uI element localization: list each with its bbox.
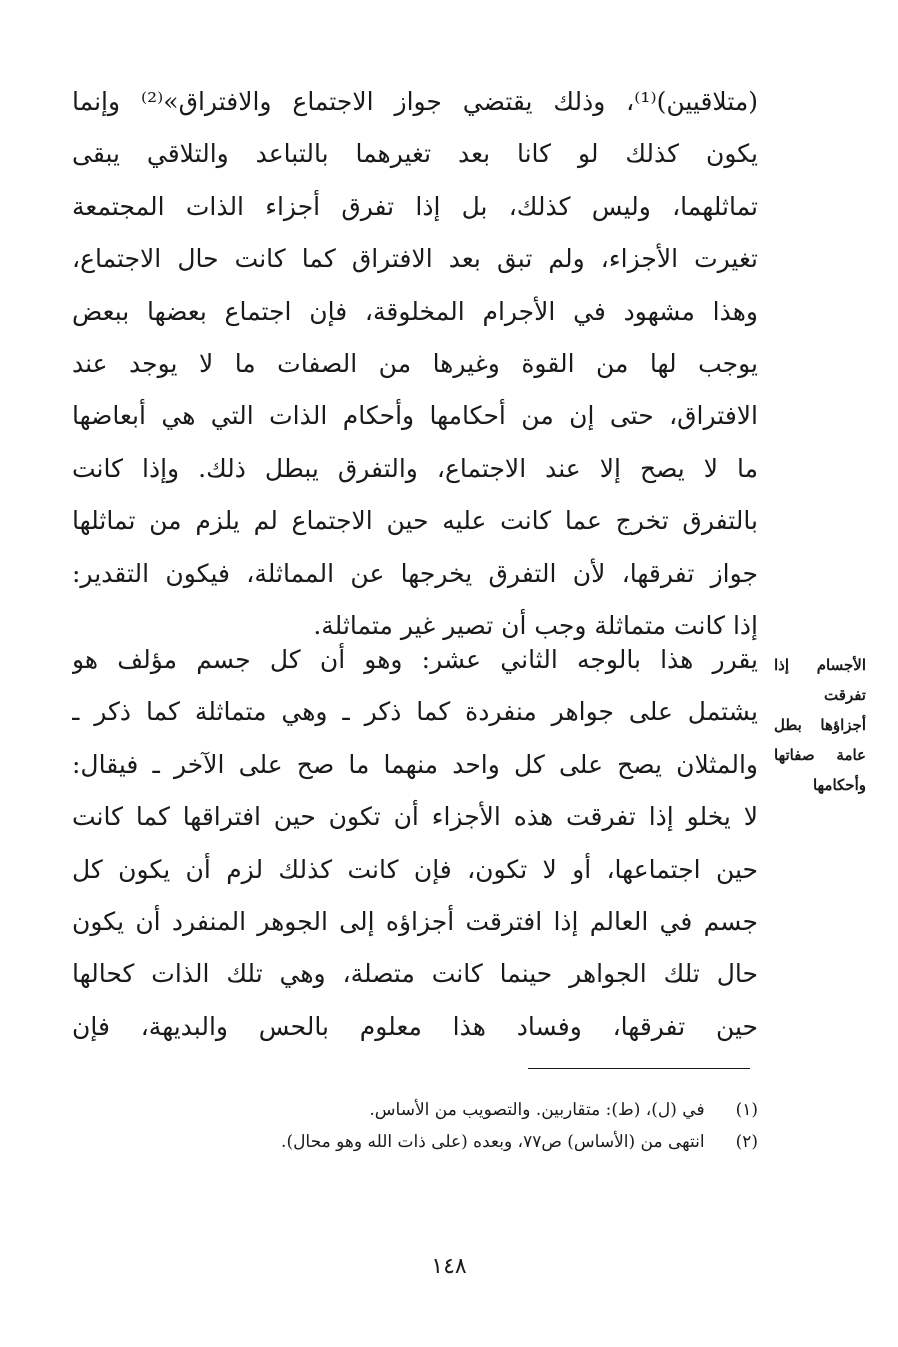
text-line: يوجب لها من القوة وغيرها من الصفات ما لا يوجد عند — [72, 348, 758, 378]
text-line: حال تلك الجواهر حينما كانت متصلة، وهي تلك الذات كحالها — [72, 959, 758, 989]
text-line: يقرر هذا بالوجه الثاني عشر: وهو أن كل جسم مؤلف هو — [72, 645, 758, 674]
main-paragraph-1 — [72, 76, 758, 652]
text-line: تماثلهما، وليس كذلك، بل إذا تفرق أجزاء الذات المجتمعة — [72, 191, 758, 221]
page-number: ١٤٨ — [431, 1254, 467, 1279]
margin-note-line: عامة صفاتها — [774, 746, 866, 764]
footnote-separator — [528, 1068, 750, 1069]
margin-note-line: تفرقت — [824, 686, 866, 704]
footnote-2 — [160, 1126, 758, 1158]
footnote-number: (٢) — [735, 1132, 758, 1152]
text-line: تغيرت الأجزاء، ولم تبق بعد الافتراق كما كانت حال الاجتماع، — [72, 244, 758, 274]
text-line: حين اجتماعها، أو لا تكون، فإن كانت كذلك لزم أن يكون كل — [72, 854, 758, 884]
text-line: بالتفرق تخرج عما كانت عليه حين الاجتماع لم يلزم من تماثلها — [72, 506, 758, 536]
text-line: لا يخلو إذا تفرقت هذه الأجزاء أن تكون حين افتراقها كما كانت — [72, 802, 758, 832]
footnote-text: انتهى من (الأساس) ص٧٧، وبعده (على ذات الله وهو محال). — [281, 1132, 705, 1152]
text-line: حين تفرقها، وفساد هذا معلوم بالحس والبديهة، فإن — [72, 1011, 758, 1041]
footnote-text: في (ل)، (ط): متقاربين. والتصويب من الأساس. — [369, 1100, 705, 1120]
footnote-1 — [160, 1094, 758, 1126]
margin-note-line: أجزاؤها بطل — [774, 716, 866, 734]
text-line: يشتمل على جواهر منفردة كما ذكر ـ وهي متماثلة كما ذكر ـ — [72, 697, 758, 727]
text-line: جسم في العالم إذا افترقت أجزاؤه إلى الجوهر المنفرد أن يكون — [72, 906, 758, 936]
text-line: الافتراق، حتى إن من أحكامها وأحكام الذات التي هي أبعاضها — [72, 401, 758, 431]
margin-note — [774, 650, 866, 800]
main-paragraph-2 — [72, 634, 758, 1053]
text-line: جواز تفرقها، لأن التفرق يخرجها عن المماثلة، فيكون التقدير: — [72, 558, 758, 588]
text-line: إذا كانت متماثلة وجب أن تصير غير متماثلة. — [313, 610, 758, 640]
footnote-number: (١) — [735, 1100, 758, 1120]
text-line: يكون كذلك لو كانا بعد تغيرهما بالتباعد والتلاقي يبقى — [72, 139, 758, 169]
footnotes — [160, 1094, 758, 1158]
margin-note-line: الأجسام إذا — [774, 656, 866, 674]
text-line: (متلاقيين)⁽¹⁾، وذلك يقتضي جواز الاجتماع والافتراق»⁽²⁾ وإنما — [72, 87, 758, 116]
text-line: والمثلان يصح على كل واحد منهما ما صح على الآخر ـ فيقال: — [72, 749, 758, 779]
text-line: ما لا يصح إلا عند الاجتماع، والتفرق يبطل ذلك. وإذا كانت — [72, 453, 758, 483]
text-line: وهذا مشهود في الأجرام المخلوقة، فإن اجتماع بعضها ببعض — [72, 296, 758, 326]
margin-note-line: وأحكامها — [812, 776, 866, 794]
